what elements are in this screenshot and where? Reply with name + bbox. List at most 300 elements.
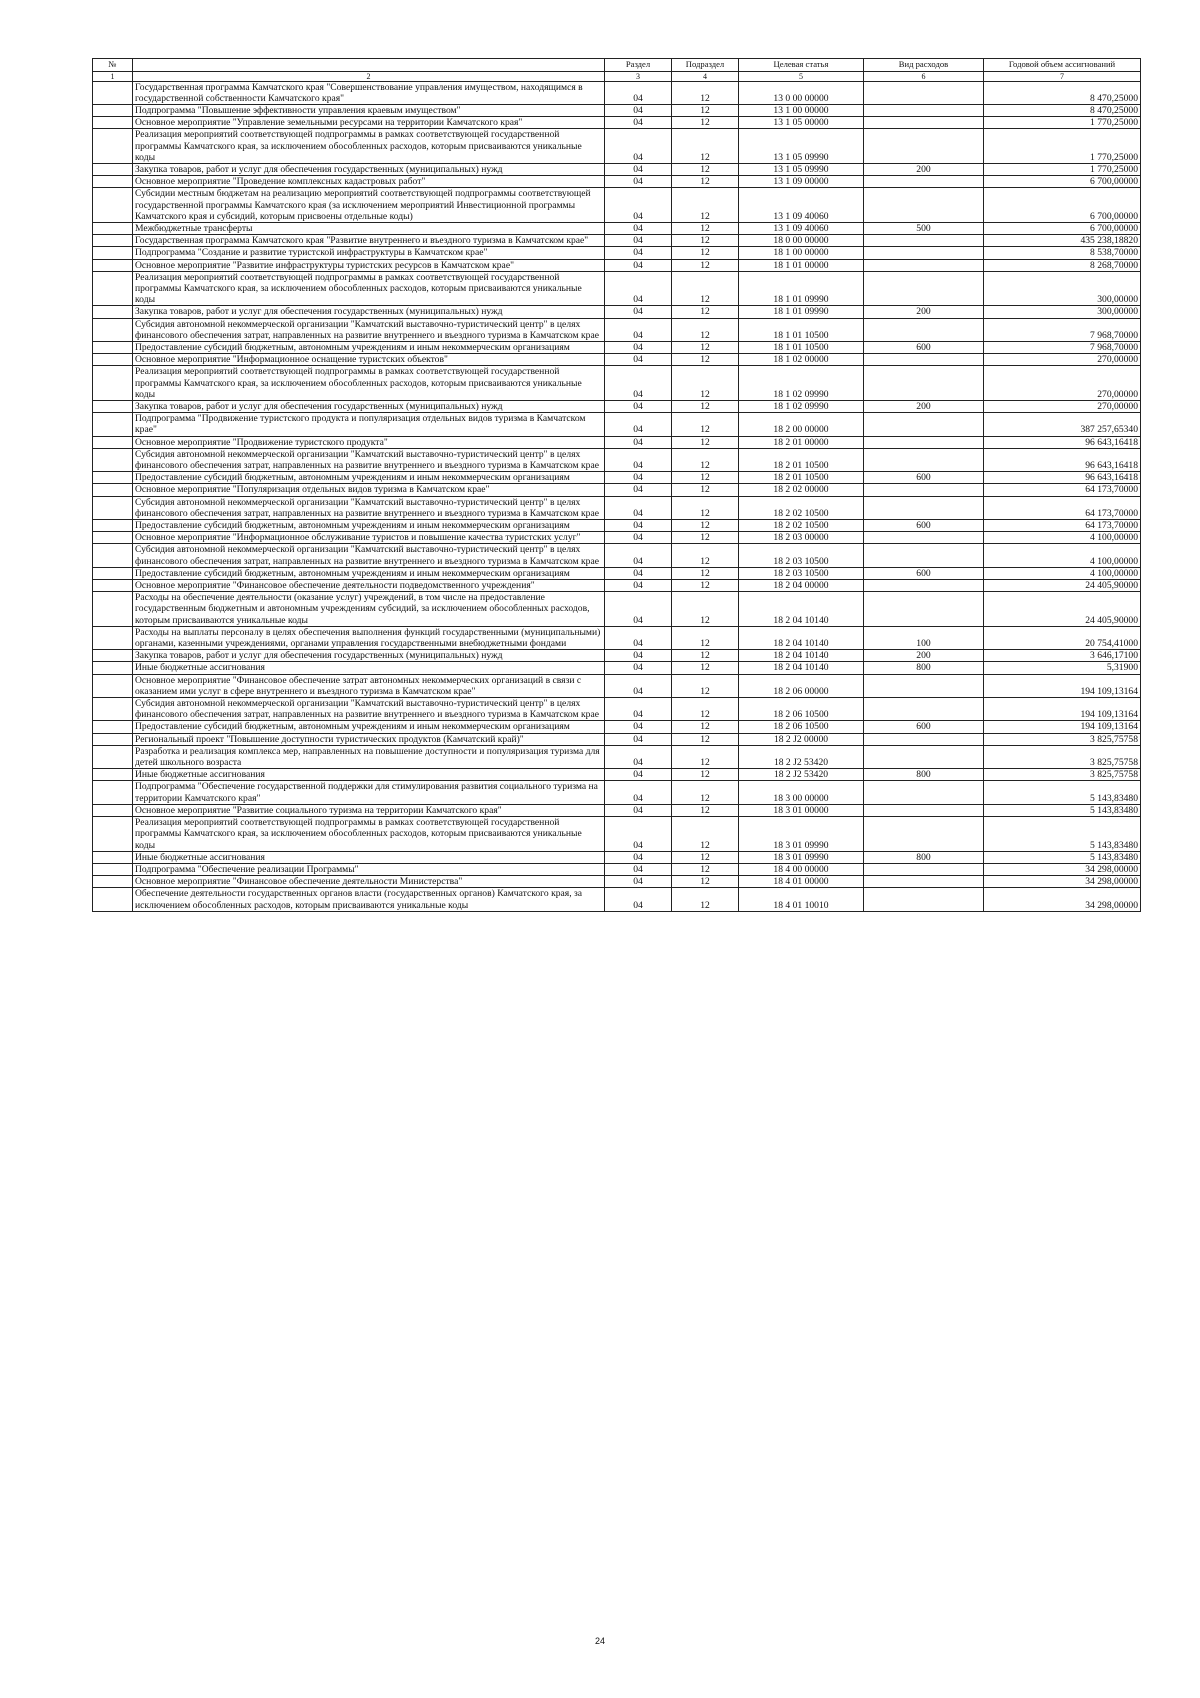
row-target: 18 1 01 00000 xyxy=(739,259,864,271)
row-expense-type xyxy=(864,366,984,401)
row-target: 13 1 00 00000 xyxy=(739,104,864,116)
row-expense-type xyxy=(864,863,984,875)
row-subsection: 12 xyxy=(672,448,739,471)
row-subsection: 12 xyxy=(672,163,739,175)
table-row xyxy=(93,354,1141,366)
num-cell xyxy=(93,366,133,401)
row-subsection: 12 xyxy=(672,271,739,306)
row-target: 18 2 06 10500 xyxy=(739,698,864,721)
row-amount: 8 268,70000 xyxy=(984,259,1141,271)
row-expense-type xyxy=(864,117,984,129)
row-section: 04 xyxy=(605,662,672,674)
table-row xyxy=(93,592,1141,627)
row-target: 18 2 J2 53420 xyxy=(739,769,864,781)
table-row xyxy=(93,888,1141,911)
num-cell xyxy=(93,235,133,247)
row-expense-type: 800 xyxy=(864,851,984,863)
row-amount: 8 538,70000 xyxy=(984,247,1141,259)
row-section: 04 xyxy=(605,851,672,863)
row-subsection: 12 xyxy=(672,592,739,627)
row-amount: 1 770,25000 xyxy=(984,117,1141,129)
num-cell xyxy=(93,544,133,567)
row-amount: 387 257,65340 xyxy=(984,413,1141,436)
table-row xyxy=(93,662,1141,674)
num-cell xyxy=(93,674,133,697)
row-name: Субсидия автономной некоммерческой организации "Камчатский выставочно-туристический центр" в целях финансового обеспечения затрат, направленных на развитие внутреннего и въездного туризма в Камчатском крае xyxy=(133,698,605,721)
num-cell xyxy=(93,698,133,721)
row-expense-type xyxy=(864,318,984,341)
row-name: Основное мероприятие "Продвижение туристского продукта" xyxy=(133,436,605,448)
row-section: 04 xyxy=(605,318,672,341)
table-row xyxy=(93,496,1141,519)
row-subsection: 12 xyxy=(672,400,739,412)
table-row xyxy=(93,271,1141,306)
row-name: Реализация мероприятий соответствующей подпрограммы в рамках соответствующей государственной программы Камчатского края, за исключением обособленных расходов, которым присваиваются уникальные коды xyxy=(133,817,605,852)
row-section: 04 xyxy=(605,222,672,234)
num-cell xyxy=(93,496,133,519)
num-cell xyxy=(93,163,133,175)
row-section: 04 xyxy=(605,804,672,816)
row-amount: 96 643,16418 xyxy=(984,436,1141,448)
row-name: Основное мероприятие "Информационное оснащение туристских объектов" xyxy=(133,354,605,366)
table-row xyxy=(93,117,1141,129)
row-name: Основное мероприятие "Развитие инфраструктуры туристских ресурсов в Камчатском крае" xyxy=(133,259,605,271)
row-expense-type xyxy=(864,592,984,627)
column-number: 7 xyxy=(984,71,1141,81)
row-target: 18 2 03 10500 xyxy=(739,567,864,579)
row-name: Обеспечение деятельности государственных органов власти (государственных органов) Камчатского края, за исключением обособленных расходов, которым присваиваются уникальные коды xyxy=(133,888,605,911)
row-name: Региональный проект "Повышение доступности туристических продуктов (Камчатский край)" xyxy=(133,733,605,745)
row-amount: 8 470,25000 xyxy=(984,81,1141,104)
row-section: 04 xyxy=(605,341,672,353)
row-name: Иные бюджетные ассигнования xyxy=(133,851,605,863)
row-subsection: 12 xyxy=(672,662,739,674)
row-name: Основное мероприятие "Проведение комплексных кадастровых работ" xyxy=(133,176,605,188)
table-row xyxy=(93,472,1141,484)
row-amount: 300,00000 xyxy=(984,306,1141,318)
header-amount: Годовой объем ассигнований xyxy=(984,59,1141,72)
column-number: 3 xyxy=(605,71,672,81)
row-amount: 6 700,00000 xyxy=(984,176,1141,188)
num-cell xyxy=(93,567,133,579)
num-cell xyxy=(93,817,133,852)
row-subsection: 12 xyxy=(672,626,739,649)
row-expense-type xyxy=(864,745,984,768)
column-number: 1 xyxy=(93,71,133,81)
row-section: 04 xyxy=(605,247,672,259)
row-target: 18 0 00 00000 xyxy=(739,235,864,247)
row-subsection: 12 xyxy=(672,318,739,341)
table-row xyxy=(93,436,1141,448)
row-amount: 20 754,41000 xyxy=(984,626,1141,649)
row-name: Закупка товаров, работ и услуг для обеспечения государственных (муниципальных) нужд xyxy=(133,163,605,175)
row-expense-type: 200 xyxy=(864,306,984,318)
row-name: Основное мероприятие "Финансовое обеспечение деятельности подведомственного учреждения" xyxy=(133,580,605,592)
row-amount: 64 173,70000 xyxy=(984,520,1141,532)
row-expense-type xyxy=(864,436,984,448)
row-subsection: 12 xyxy=(672,888,739,911)
num-cell xyxy=(93,448,133,471)
table-row xyxy=(93,733,1141,745)
header-expense-type: Вид расходов xyxy=(864,59,984,72)
row-amount: 4 100,00000 xyxy=(984,567,1141,579)
row-target: 18 1 01 09990 xyxy=(739,271,864,306)
row-name: Реализация мероприятий соответствующей подпрограммы в рамках соответствующей государственной программы Камчатского края, за исключением обособленных расходов, которым присваиваются уникальные коды xyxy=(133,129,605,164)
table-row xyxy=(93,532,1141,544)
table-row xyxy=(93,413,1141,436)
row-section: 04 xyxy=(605,306,672,318)
row-subsection: 12 xyxy=(672,580,739,592)
row-section: 04 xyxy=(605,235,672,247)
row-target: 13 1 09 40060 xyxy=(739,222,864,234)
row-subsection: 12 xyxy=(672,354,739,366)
table-row xyxy=(93,876,1141,888)
row-expense-type: 600 xyxy=(864,520,984,532)
row-amount: 3 646,17100 xyxy=(984,650,1141,662)
row-target: 18 2 06 00000 xyxy=(739,674,864,697)
row-name: Иные бюджетные ассигнования xyxy=(133,769,605,781)
row-name: Подпрограмма "Продвижение туристского продукта и популяризация отдельных видов туризма в Камчатском крае" xyxy=(133,413,605,436)
num-cell xyxy=(93,733,133,745)
num-cell xyxy=(93,876,133,888)
num-cell xyxy=(93,341,133,353)
budget-sheet xyxy=(92,58,1140,912)
num-cell xyxy=(93,318,133,341)
row-name: Основное мероприятие "Управление земельными ресурсами на территории Камчатского края" xyxy=(133,117,605,129)
table-row xyxy=(93,306,1141,318)
row-amount: 270,00000 xyxy=(984,400,1141,412)
row-name: Реализация мероприятий соответствующей подпрограммы в рамках соответствующей государственной программы Камчатского края, за исключением обособленных расходов, которым присваиваются уникальные коды xyxy=(133,271,605,306)
row-subsection: 12 xyxy=(672,117,739,129)
row-section: 04 xyxy=(605,674,672,697)
row-section: 04 xyxy=(605,781,672,804)
row-section: 04 xyxy=(605,259,672,271)
table-row xyxy=(93,247,1141,259)
row-section: 04 xyxy=(605,863,672,875)
row-expense-type: 600 xyxy=(864,567,984,579)
row-section: 04 xyxy=(605,520,672,532)
header-section: Раздел xyxy=(605,59,672,72)
row-expense-type xyxy=(864,484,984,496)
row-target: 13 1 09 40060 xyxy=(739,188,864,223)
row-name: Закупка товаров, работ и услуг для обеспечения государственных (муниципальных) нужд xyxy=(133,306,605,318)
row-name: Предоставление субсидий бюджетным, автономным учреждениям и иным некоммерческим организациям xyxy=(133,721,605,733)
row-name: Предоставление субсидий бюджетным, автономным учреждениям и иным некоммерческим организациям xyxy=(133,520,605,532)
table-row xyxy=(93,804,1141,816)
row-amount: 5 143,83480 xyxy=(984,817,1141,852)
table-row xyxy=(93,222,1141,234)
row-target: 18 2 00 00000 xyxy=(739,413,864,436)
row-section: 04 xyxy=(605,745,672,768)
row-subsection: 12 xyxy=(672,129,739,164)
row-expense-type xyxy=(864,104,984,116)
table-row xyxy=(93,318,1141,341)
row-name: Предоставление субсидий бюджетным, автономным учреждениям и иным некоммерческим организациям xyxy=(133,567,605,579)
row-section: 04 xyxy=(605,484,672,496)
row-name: Расходы на обеспечение деятельности (оказание услуг) учреждений, в том числе на предоставление государственным бюджетным и автономным учреждениям субсидий, за исключением обособленных расходов, которым присваиваются уникальные коды xyxy=(133,592,605,627)
row-expense-type: 200 xyxy=(864,400,984,412)
table-row xyxy=(93,448,1141,471)
row-amount: 4 100,00000 xyxy=(984,532,1141,544)
row-target: 13 0 00 00000 xyxy=(739,81,864,104)
row-subsection: 12 xyxy=(672,769,739,781)
row-subsection: 12 xyxy=(672,817,739,852)
table-row xyxy=(93,400,1141,412)
table-row xyxy=(93,341,1141,353)
num-cell xyxy=(93,176,133,188)
num-cell xyxy=(93,745,133,768)
row-amount: 24 405,90000 xyxy=(984,580,1141,592)
row-name: Основное мероприятие "Финансовое обеспечение деятельности Министерства" xyxy=(133,876,605,888)
num-cell xyxy=(93,769,133,781)
table-row xyxy=(93,104,1141,116)
row-subsection: 12 xyxy=(672,259,739,271)
row-name: Предоставление субсидий бюджетным, автономным учреждениям и иным некоммерческим организациям xyxy=(133,341,605,353)
row-section: 04 xyxy=(605,104,672,116)
row-subsection: 12 xyxy=(672,721,739,733)
num-cell xyxy=(93,484,133,496)
table-row xyxy=(93,817,1141,852)
row-name: Субсидия автономной некоммерческой организации "Камчатский выставочно-туристический центр" в целях финансового обеспечения затрат, направленных на развитие внутреннего и въездного туризма в Камчатском крае xyxy=(133,318,605,341)
row-target: 18 2 01 10500 xyxy=(739,472,864,484)
row-name: Межбюджетные трансферты xyxy=(133,222,605,234)
row-expense-type: 600 xyxy=(864,472,984,484)
table-row xyxy=(93,863,1141,875)
num-cell xyxy=(93,520,133,532)
row-section: 04 xyxy=(605,733,672,745)
row-section: 04 xyxy=(605,721,672,733)
table-row xyxy=(93,674,1141,697)
row-subsection: 12 xyxy=(672,674,739,697)
row-subsection: 12 xyxy=(672,222,739,234)
row-name: Закупка товаров, работ и услуг для обеспечения государственных (муниципальных) нужд xyxy=(133,650,605,662)
row-subsection: 12 xyxy=(672,436,739,448)
row-amount: 64 173,70000 xyxy=(984,484,1141,496)
num-cell xyxy=(93,436,133,448)
num-cell xyxy=(93,104,133,116)
row-target: 18 2 04 10140 xyxy=(739,592,864,627)
row-amount: 194 109,13164 xyxy=(984,721,1141,733)
row-section: 04 xyxy=(605,698,672,721)
row-subsection: 12 xyxy=(672,733,739,745)
row-expense-type xyxy=(864,129,984,164)
row-target: 18 2 06 10500 xyxy=(739,721,864,733)
row-name: Подпрограмма "Обеспечение реализации Программы" xyxy=(133,863,605,875)
row-amount: 7 968,70000 xyxy=(984,318,1141,341)
num-cell xyxy=(93,129,133,164)
row-target: 18 1 02 09990 xyxy=(739,366,864,401)
row-name: Субсидия автономной некоммерческой организации "Камчатский выставочно-туристический центр" в целях финансового обеспечения затрат, направленных на развитие внутреннего и въездного туризма в Камчатском крае xyxy=(133,544,605,567)
table-row xyxy=(93,544,1141,567)
row-target: 13 1 05 09990 xyxy=(739,163,864,175)
table-row xyxy=(93,235,1141,247)
row-name: Субсидия автономной некоммерческой организации "Камчатский выставочно-туристический центр" в целях финансового обеспечения затрат, направленных на развитие внутреннего и въездного туризма в Камчатском крае xyxy=(133,448,605,471)
table-row xyxy=(93,129,1141,164)
table-row xyxy=(93,698,1141,721)
row-target: 18 2 01 10500 xyxy=(739,448,864,471)
num-cell xyxy=(93,626,133,649)
row-target: 18 2 J2 53420 xyxy=(739,745,864,768)
num-cell xyxy=(93,259,133,271)
row-target: 18 2 03 00000 xyxy=(739,532,864,544)
row-target: 18 2 02 10500 xyxy=(739,520,864,532)
row-name: Государственная программа Камчатского края "Совершенствование управления имуществом, находящимся в государственной собственности Камчатского края" xyxy=(133,81,605,104)
num-cell xyxy=(93,662,133,674)
row-expense-type xyxy=(864,888,984,911)
table-row xyxy=(93,769,1141,781)
num-cell xyxy=(93,472,133,484)
table-body xyxy=(93,81,1141,911)
row-target: 18 4 00 00000 xyxy=(739,863,864,875)
row-name: Субсидии местным бюджетам на реализацию мероприятий соответствующей подпрограммы соответствующей государственной программы Камчатского края (за исключением мероприятий Инвестиционной программы Камчатского края и субсидий, которым присвоены отдельные коды) xyxy=(133,188,605,223)
row-target: 18 1 00 00000 xyxy=(739,247,864,259)
row-name: Подпрограмма "Повышение эффективности управления краевым имуществом" xyxy=(133,104,605,116)
row-amount: 34 298,00000 xyxy=(984,888,1141,911)
table-row xyxy=(93,781,1141,804)
row-subsection: 12 xyxy=(672,781,739,804)
row-expense-type: 500 xyxy=(864,222,984,234)
row-section: 04 xyxy=(605,567,672,579)
row-amount: 1 770,25000 xyxy=(984,129,1141,164)
row-section: 04 xyxy=(605,366,672,401)
row-expense-type xyxy=(864,580,984,592)
row-target: 13 1 05 00000 xyxy=(739,117,864,129)
row-target: 18 3 01 09990 xyxy=(739,851,864,863)
row-subsection: 12 xyxy=(672,306,739,318)
row-target: 18 4 01 10010 xyxy=(739,888,864,911)
row-expense-type: 600 xyxy=(864,341,984,353)
table-header-row xyxy=(93,59,1141,72)
row-expense-type xyxy=(864,259,984,271)
row-expense-type xyxy=(864,413,984,436)
row-expense-type xyxy=(864,804,984,816)
row-name: Основное мероприятие "Информационное обслуживание туристов и повышение качества туристских услуг" xyxy=(133,532,605,544)
row-target: 18 1 01 10500 xyxy=(739,318,864,341)
row-amount: 5 143,83480 xyxy=(984,804,1141,816)
row-section: 04 xyxy=(605,117,672,129)
row-expense-type: 200 xyxy=(864,650,984,662)
row-expense-type: 800 xyxy=(864,662,984,674)
row-amount: 6 700,00000 xyxy=(984,188,1141,223)
row-subsection: 12 xyxy=(672,413,739,436)
row-subsection: 12 xyxy=(672,176,739,188)
header-num: № xyxy=(93,59,133,72)
row-subsection: 12 xyxy=(672,851,739,863)
row-subsection: 12 xyxy=(672,496,739,519)
column-numbers-row xyxy=(93,71,1141,81)
row-subsection: 12 xyxy=(672,745,739,768)
row-expense-type xyxy=(864,532,984,544)
row-target: 18 1 01 09990 xyxy=(739,306,864,318)
num-cell xyxy=(93,354,133,366)
row-name: Подпрограмма "Создание и развитие туристской инфраструктуры в Камчатском крае" xyxy=(133,247,605,259)
row-subsection: 12 xyxy=(672,104,739,116)
row-subsection: 12 xyxy=(672,366,739,401)
row-section: 04 xyxy=(605,413,672,436)
row-expense-type: 800 xyxy=(864,769,984,781)
num-cell xyxy=(93,413,133,436)
row-expense-type: 100 xyxy=(864,626,984,649)
row-expense-type xyxy=(864,188,984,223)
num-cell xyxy=(93,580,133,592)
column-number: 5 xyxy=(739,71,864,81)
table-row xyxy=(93,567,1141,579)
row-section: 04 xyxy=(605,176,672,188)
row-target: 18 2 04 10140 xyxy=(739,662,864,674)
row-amount: 64 173,70000 xyxy=(984,496,1141,519)
row-section: 04 xyxy=(605,769,672,781)
row-target: 18 2 02 10500 xyxy=(739,496,864,519)
num-cell xyxy=(93,650,133,662)
row-subsection: 12 xyxy=(672,520,739,532)
num-cell xyxy=(93,781,133,804)
row-section: 04 xyxy=(605,626,672,649)
row-expense-type xyxy=(864,448,984,471)
row-expense-type xyxy=(864,698,984,721)
row-subsection: 12 xyxy=(672,698,739,721)
row-subsection: 12 xyxy=(672,188,739,223)
row-amount: 5 143,83480 xyxy=(984,781,1141,804)
row-expense-type xyxy=(864,176,984,188)
row-amount: 270,00000 xyxy=(984,366,1141,401)
row-expense-type xyxy=(864,354,984,366)
column-number: 4 xyxy=(672,71,739,81)
row-expense-type xyxy=(864,247,984,259)
row-amount: 96 643,16418 xyxy=(984,448,1141,471)
row-section: 04 xyxy=(605,817,672,852)
row-section: 04 xyxy=(605,188,672,223)
row-section: 04 xyxy=(605,876,672,888)
row-target: 18 3 00 00000 xyxy=(739,781,864,804)
row-amount: 3 825,75758 xyxy=(984,769,1141,781)
row-subsection: 12 xyxy=(672,484,739,496)
row-name: Предоставление субсидий бюджетным, автономным учреждениям и иным некоммерческим организациям xyxy=(133,472,605,484)
num-cell xyxy=(93,81,133,104)
num-cell xyxy=(93,721,133,733)
table-row xyxy=(93,580,1141,592)
row-target: 18 3 01 00000 xyxy=(739,804,864,816)
row-subsection: 12 xyxy=(672,567,739,579)
table-row xyxy=(93,366,1141,401)
row-expense-type xyxy=(864,733,984,745)
num-cell xyxy=(93,117,133,129)
num-cell xyxy=(93,592,133,627)
num-cell xyxy=(93,851,133,863)
row-amount: 8 470,25000 xyxy=(984,104,1141,116)
row-amount: 7 968,70000 xyxy=(984,341,1141,353)
num-cell xyxy=(93,222,133,234)
row-expense-type xyxy=(864,235,984,247)
row-target: 18 1 02 00000 xyxy=(739,354,864,366)
row-expense-type xyxy=(864,876,984,888)
row-amount: 194 109,13164 xyxy=(984,698,1141,721)
header-target: Целевая статья xyxy=(739,59,864,72)
row-expense-type xyxy=(864,817,984,852)
row-amount: 6 700,00000 xyxy=(984,222,1141,234)
num-cell xyxy=(93,400,133,412)
row-section: 04 xyxy=(605,163,672,175)
row-target: 18 1 01 10500 xyxy=(739,341,864,353)
table-row xyxy=(93,626,1141,649)
row-subsection: 12 xyxy=(672,650,739,662)
num-cell xyxy=(93,863,133,875)
row-target: 18 2 02 00000 xyxy=(739,484,864,496)
row-name: Основное мероприятие "Развитие социального туризма на территории Камчатского края" xyxy=(133,804,605,816)
num-cell xyxy=(93,804,133,816)
table-row xyxy=(93,163,1141,175)
num-cell xyxy=(93,247,133,259)
row-section: 04 xyxy=(605,354,672,366)
